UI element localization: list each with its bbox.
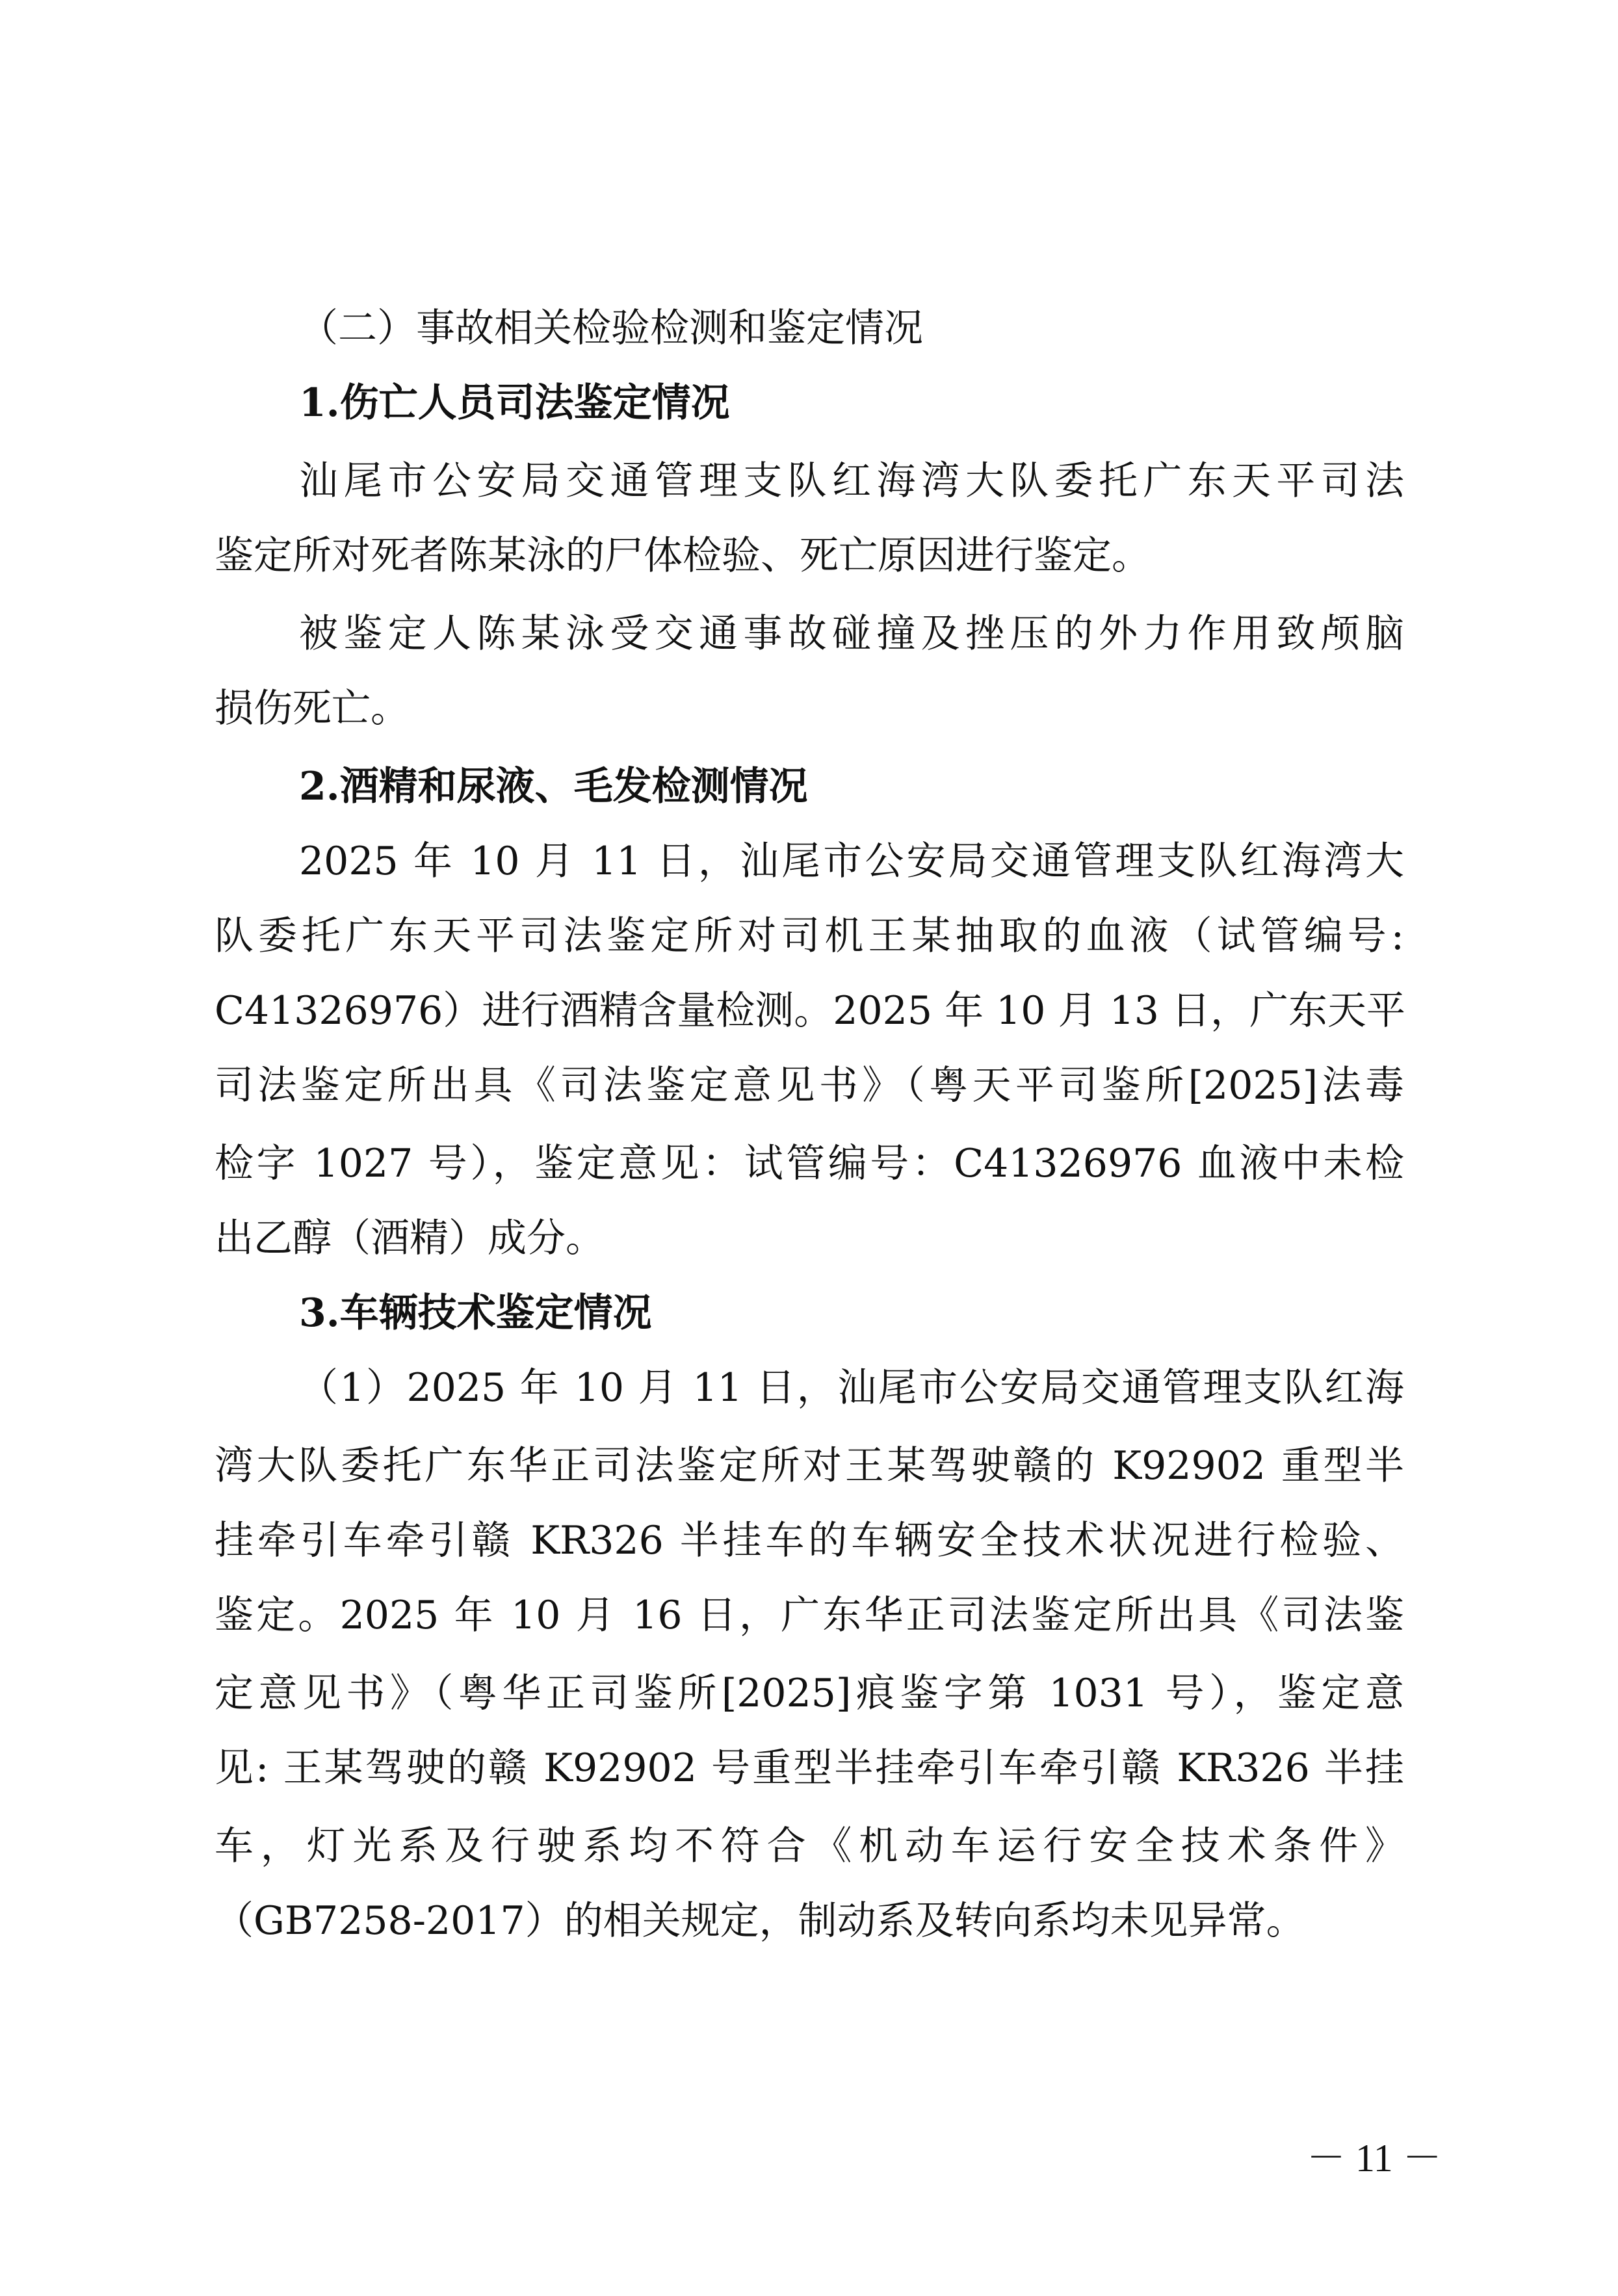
paragraph-line: 2025 年 10 月 11 日，汕尾市公安局交通管理支队红海湾大: [299, 839, 1404, 884]
paragraph-line: 鉴定所对死者陈某泳的尸体检验、死亡原因进行鉴定。: [215, 533, 1151, 579]
paragraph-line: 队委托广东天平司法鉴定所对司机王某抽取的血液（试管编号:: [215, 913, 1404, 959]
paragraph-line: 挂牵引车牵引赣 KR326 半挂车的车辆安全技术状况进行检验、: [215, 1518, 1404, 1563]
page-number: － 11 －: [1307, 2137, 1442, 2180]
paragraph-line: 鉴定。2025 年 10 月 16 日，广东华正司法鉴定所出具《司法鉴: [215, 1593, 1404, 1638]
paragraph-line: 出乙醇（酒精）成分。: [215, 1216, 605, 1261]
paragraph-line: 损伤死亡。: [215, 686, 410, 731]
subsection-heading-2: 2.酒精和尿液、毛发检测情况: [299, 764, 808, 809]
section-title: （二）事故相关检验检测和鉴定情况: [299, 306, 923, 351]
subsection-heading-3: 3.车辆技术鉴定情况: [299, 1290, 652, 1336]
paragraph-line: 被鉴定人陈某泳受交通事故碰撞及挫压的外力作用致颅脑: [299, 611, 1404, 657]
paragraph-line: 湾大队委托广东华正司法鉴定所对王某驾驶赣的 K92902 重型半: [215, 1443, 1404, 1489]
paragraph-line: C41326976）进行酒精含量检测。2025 年 10 月 13 日，广东天平: [215, 988, 1406, 1034]
paragraph-line: 司法鉴定所出具《司法鉴定意见书》（粤天平司鉴所[2025]法毒: [215, 1063, 1404, 1108]
paragraph-line: 见: 王某驾驶的赣 K92902 号重型半挂牵引车牵引赣 KR326 半挂: [215, 1745, 1404, 1791]
paragraph-line: 车，灯光系及行驶系均不符合《机动车运行安全技术条件》: [215, 1823, 1404, 1869]
paragraph-line: （GB7258-2017）的相关规定，制动系及转向系均未见异常。: [215, 1898, 1305, 1944]
paragraph-line: 定意见书》（粤华正司鉴所[2025]痕鉴字第 1031 号），鉴定意: [215, 1671, 1404, 1716]
subsection-heading-1: 1.伤亡人员司法鉴定情况: [299, 380, 730, 426]
paragraph-line: 检字 1027 号），鉴定意见：试管编号：C41326976 血液中未检: [215, 1141, 1404, 1186]
paragraph-line: （1）2025 年 10 月 11 日，汕尾市公安局交通管理支队红海: [299, 1365, 1404, 1411]
paragraph-line: 汕尾市公安局交通管理支队红海湾大队委托广东天平司法: [299, 458, 1404, 504]
